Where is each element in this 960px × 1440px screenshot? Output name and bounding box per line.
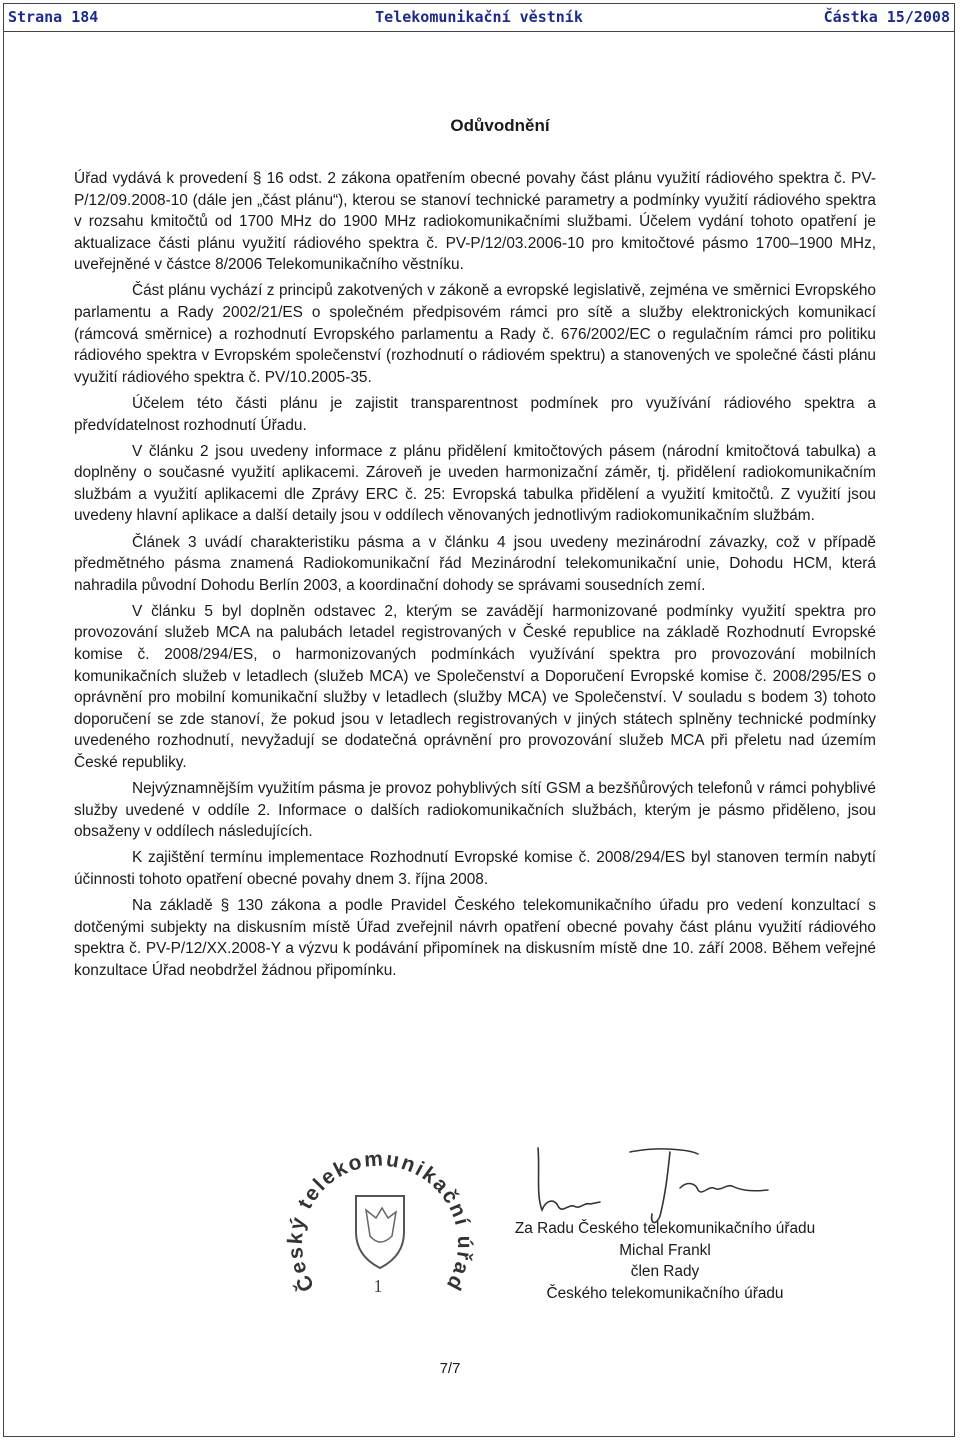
- paragraph-1: Úřad vydává k provedení § 16 odst. 2 zákona opatřením obecné povahy část plánu využití rádiového spektra č. PV-P/12/09.2008-10 (dále jen „část plánu“), kterou se stanoví technické parametry a podmínky využití rádiového spektra v rozsahu kmitočtů od 1700 MHz do 1900 MHz radiokomunikačními službami. Účelem vydání tohoto opatření je aktualizace části plánu využití rádiového spektra č. PV-P/12/03.2006-10 pro kmitočtové pásmo 1700–1900 MHz, uveřejněné v částce 8/2006 Telekomunikačního věstníku.: [74, 170, 876, 274]
- header-page-label: Strana 184: [8, 8, 99, 26]
- paragraph-6: V článku 5 byl doplněn odstavec 2, kterým se zavádějí harmonizované podmínky využití spektra pro provozování služeb MCA na palubách letadel registrovaných v České republice na základě Rozhodnutí Evropské komise č. 2008/294/ES, o harmonizovaných podmínkách využívání spektra pro provozování mobilních komunikačních služeb v letadlech (služeb MCA) ve Společenství a Doporučení Evropské komise č. 2008/295/ES o oprávnění pro mobilní komunikační služby v letadlech (služby MCA) ve Společenství. V souladu s bodem 3) tohoto doporučení se zde stanoví, že pokud jsou v letadlech registrovaných v jiných státech splněny technické podmínky uvedeného rozhodnutí, nevyžadují se dodatečná oprávnění pro provozování služeb MCA při přeletu nad územím České republiky.: [74, 602, 876, 771]
- paragraph-2: Část plánu vychází z principů zakotvených v zákoně a evropské legislativě, zejména ve směrnici Evropského parlamentu a Rady 2002/21/ES o společném předpisovém rámci pro sítě a služby elektronických komunikací (rámcová směrnice) a rozhodnutí Evropského parlamentu a Rady č. 676/2002/EC o regulačním rámci pro politiku rádiového spektra v Evropském společenství (rozhodnutí o rádiovém spektru) a stanovených ve společné části plánu využití rádiového spektra č. PV/10.2005-35.: [74, 282, 876, 386]
- paragraph-5: Článek 3 uvádí charakteristiku pásma a v článku 4 jsou uvedeny mezinárodní závazky, což v případě předmětného pásma znamená Radiokomunikační řád Mezinárodní telekomunikační unie, Dohodu HCM, která nahradila původní Dohodu Berlín 2003, a koordinační dohody se správami sousedních zemí.: [74, 533, 876, 594]
- handwritten-signature: [520, 1140, 780, 1230]
- page-header: [3, 3, 955, 32]
- document-body: [74, 168, 876, 986]
- paragraph-3: Účelem této části plánu je zajistit transparentnost podmínek pro využívání rádiového spektra a předvídatelnost rozhodnutí Úřadu.: [74, 394, 876, 434]
- signature-office: Českého telekomunikačního úřadu: [546, 1284, 784, 1302]
- signature-name: Michal Frankl: [619, 1241, 711, 1259]
- document-title: Odůvodnění: [450, 116, 550, 135]
- signature-block: [430, 1218, 900, 1304]
- header-issue-label: Částka 15/2008: [823, 8, 950, 26]
- seal-text: Český telekomunikační úřad: [283, 1147, 477, 1296]
- paragraph-7: Nejvýznamnějším využitím pásma je provoz pohyblivých sítí GSM a bezšňůrových telefonů v rámci pohyblivé služby uvedené v oddíle 2. Informace o dalších radiokomunikačních službách, kterým je pásmo přiděleno, jsou obsaženy v oddílech následujících.: [74, 780, 876, 841]
- page-number: 7/7: [439, 1360, 461, 1377]
- header-journal-title: Telekomunikační věstník: [375, 8, 583, 26]
- paragraph-9: Na základě § 130 zákona a podle Pravidel Českého telekomunikačního úřadu pro vedení konzultací s dotčenými subjekty na diskusním místě Úřad zveřejnil návrh opatření obecné povahy část plánu využití rádiového spektra č. PV-P/12/XX.2008-Y a výzvu k podávání připomínek na diskusním místě dne 10. září 2008. Během veřejné konzultace Úřad neobdržel žádnou připomínku.: [74, 897, 876, 979]
- paragraph-8: K zajištění termínu implementace Rozhodnutí Evropské komise č. 2008/294/ES byl stanoven termín nabytí účinnosti tohoto opatření obecné povahy dnem 3. října 2008.: [74, 849, 876, 888]
- signature-position: člen Rady: [630, 1263, 700, 1281]
- seal-emblem-icon: [356, 1196, 404, 1268]
- signature-line-council: Za Radu Českého telekomunikačního úřadu: [514, 1220, 816, 1237]
- paragraph-4: V článku 2 jsou uvedeny informace z plánu přidělení kmitočtových pásem (národní kmitočtová tabulka) a doplněny o současné využití aplikacemi. Zároveň je uveden harmonizační záměr, tj. přidělení radiokomunikačním službám a využití aplikacemi dle Zprávy ERC č. 25: Evropská tabulka přidělení a využití kmitočtů. Z využití jsou uvedeny hlavní aplikace a další detaily jsou v oddílech věnovaných jednotlivým radiokomunikačním službám.: [74, 442, 876, 525]
- seal-number: 1: [373, 1276, 383, 1296]
